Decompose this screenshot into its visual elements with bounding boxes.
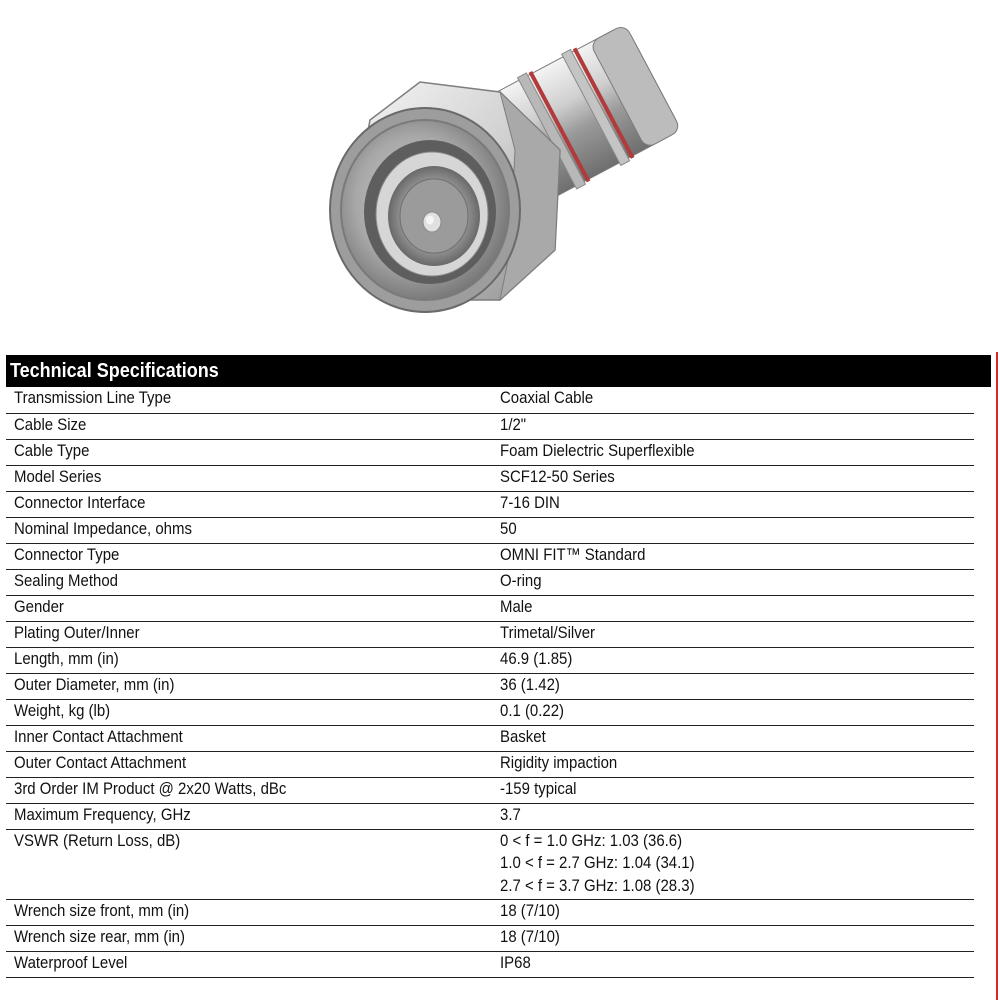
- spec-label-cell: [6, 491, 492, 517]
- spec-row: [6, 699, 974, 725]
- spec-label-cell: [6, 725, 492, 751]
- spec-value: Rigidity impaction: [500, 752, 618, 772]
- spec-label-cell: [6, 751, 492, 777]
- spec-label-cell: [6, 465, 492, 491]
- spec-label-cell: [6, 829, 492, 899]
- spec-row: [6, 925, 974, 951]
- spec-label-cell: [6, 413, 492, 439]
- spec-label: Sealing Method: [14, 570, 118, 590]
- spec-table-title: Technical Specifications: [10, 360, 219, 382]
- spec-table: [6, 387, 974, 978]
- spec-label-cell: [6, 673, 492, 699]
- spec-label: 3rd Order IM Product @ 2x20 Watts, dBc: [14, 778, 287, 798]
- spec-value: O-ring: [500, 570, 542, 590]
- spec-value-cell: [492, 413, 974, 439]
- spec-value: Coaxial Cable: [500, 388, 594, 407]
- spec-label: Transmission Line Type: [14, 388, 172, 407]
- spec-value: SCF12-50 Series: [500, 466, 615, 486]
- spec-value: 50: [500, 518, 517, 538]
- spec-value: 1/2": [500, 414, 527, 434]
- spec-value-cell: [492, 491, 974, 517]
- spec-label: Connector Interface: [14, 492, 146, 512]
- spec-value-cell: [492, 925, 974, 951]
- spec-row: [6, 491, 974, 517]
- spec-value: OMNI FIT™ Standard: [500, 544, 646, 564]
- spec-value: -159 typical: [500, 778, 577, 798]
- spec-label-cell: [6, 699, 492, 725]
- spec-label: Wrench size rear, mm (in): [14, 926, 185, 946]
- spec-value-cell: [492, 803, 974, 829]
- spec-label: Model Series: [14, 466, 102, 486]
- spec-label: Connector Type: [14, 544, 120, 564]
- spec-value: 0.1 (0.22): [500, 700, 565, 720]
- spec-label: Cable Size: [14, 414, 87, 434]
- spec-value-cell: [492, 725, 974, 751]
- connector-photo: [310, 0, 690, 340]
- spec-value: Trimetal/Silver: [500, 622, 596, 642]
- spec-row: [6, 751, 974, 777]
- spec-value-line: 2.7 < f = 3.7 GHz: 1.08 (28.3): [500, 875, 695, 895]
- spec-value-cell: [492, 829, 974, 899]
- spec-row: [6, 829, 974, 899]
- spec-value-cell: [492, 569, 974, 595]
- spec-label-cell: [6, 777, 492, 803]
- spec-label: Waterproof Level: [14, 952, 128, 972]
- spec-value-line: 0 < f = 1.0 GHz: 1.03 (36.6): [500, 830, 683, 850]
- spec-row: [6, 413, 974, 439]
- spec-value-cell: [492, 699, 974, 725]
- spec-row: [6, 517, 974, 543]
- spec-label: Plating Outer/Inner: [14, 622, 140, 642]
- spec-value: Foam Dielectric Superflexible: [500, 440, 695, 460]
- spec-label: Cable Type: [14, 440, 90, 460]
- spec-label-cell: [6, 595, 492, 621]
- spec-value: 7-16 DIN: [500, 492, 560, 512]
- spec-value-cell: [492, 951, 974, 977]
- spec-label: Outer Contact Attachment: [14, 752, 187, 772]
- spec-row: [6, 777, 974, 803]
- spec-label: VSWR (Return Loss, dB): [14, 830, 181, 850]
- spec-value-cell: [492, 595, 974, 621]
- spec-value-cell: [492, 387, 974, 413]
- spec-label: Length, mm (in): [14, 648, 119, 668]
- spec-value-cell: [492, 517, 974, 543]
- spec-value: IP68: [500, 952, 531, 972]
- spec-label-cell: [6, 951, 492, 977]
- spec-row: [6, 951, 974, 977]
- spec-row: [6, 387, 974, 413]
- spec-row: [6, 569, 974, 595]
- spec-label-cell: [6, 543, 492, 569]
- spec-value-cell: [492, 647, 974, 673]
- spec-value: Basket: [500, 726, 546, 746]
- spec-value-cell: [492, 751, 974, 777]
- spec-value: 46.9 (1.85): [500, 648, 573, 668]
- spec-value-cell: [492, 777, 974, 803]
- spec-row: [6, 439, 974, 465]
- accent-rule: [996, 352, 998, 1000]
- spec-value-cell: [492, 621, 974, 647]
- spec-value: 18 (7/10): [500, 926, 560, 946]
- spec-value-cell: [492, 439, 974, 465]
- spec-row: [6, 595, 974, 621]
- spec-row: [6, 465, 974, 491]
- spec-value-cell: [492, 465, 974, 491]
- spec-value-cell: [492, 899, 974, 925]
- spec-label-cell: [6, 647, 492, 673]
- spec-label-cell: [6, 569, 492, 595]
- spec-table-header: [6, 355, 991, 387]
- spec-label-cell: [6, 899, 492, 925]
- spec-label-cell: [6, 387, 492, 413]
- spec-label: Inner Contact Attachment: [14, 726, 183, 746]
- spec-value: Male: [500, 596, 533, 616]
- spec-row: [6, 725, 974, 751]
- spec-value: 36 (1.42): [500, 674, 560, 694]
- spec-row: [6, 899, 974, 925]
- spec-row: [6, 543, 974, 569]
- spec-label: Maximum Frequency, GHz: [14, 804, 191, 824]
- spec-row: [6, 673, 974, 699]
- spec-row: [6, 621, 974, 647]
- spec-value-cell: [492, 673, 974, 699]
- spec-row: [6, 803, 974, 829]
- spec-value-line: 1.0 < f = 2.7 GHz: 1.04 (34.1): [500, 853, 695, 872]
- spec-label: Outer Diameter, mm (in): [14, 674, 175, 694]
- spec-value: 3.7: [500, 804, 521, 824]
- spec-label-cell: [6, 925, 492, 951]
- spec-label-cell: [6, 517, 492, 543]
- spec-label: Nominal Impedance, ohms: [14, 518, 192, 538]
- spec-label: Gender: [14, 596, 64, 616]
- spec-label-cell: [6, 803, 492, 829]
- spec-label-cell: [6, 439, 492, 465]
- spec-label: Wrench size front, mm (in): [14, 900, 190, 920]
- spec-label: Weight, kg (lb): [14, 700, 111, 720]
- spec-row: [6, 647, 974, 673]
- spec-label-cell: [6, 621, 492, 647]
- spec-value: 18 (7/10): [500, 900, 560, 920]
- spec-value-cell: [492, 543, 974, 569]
